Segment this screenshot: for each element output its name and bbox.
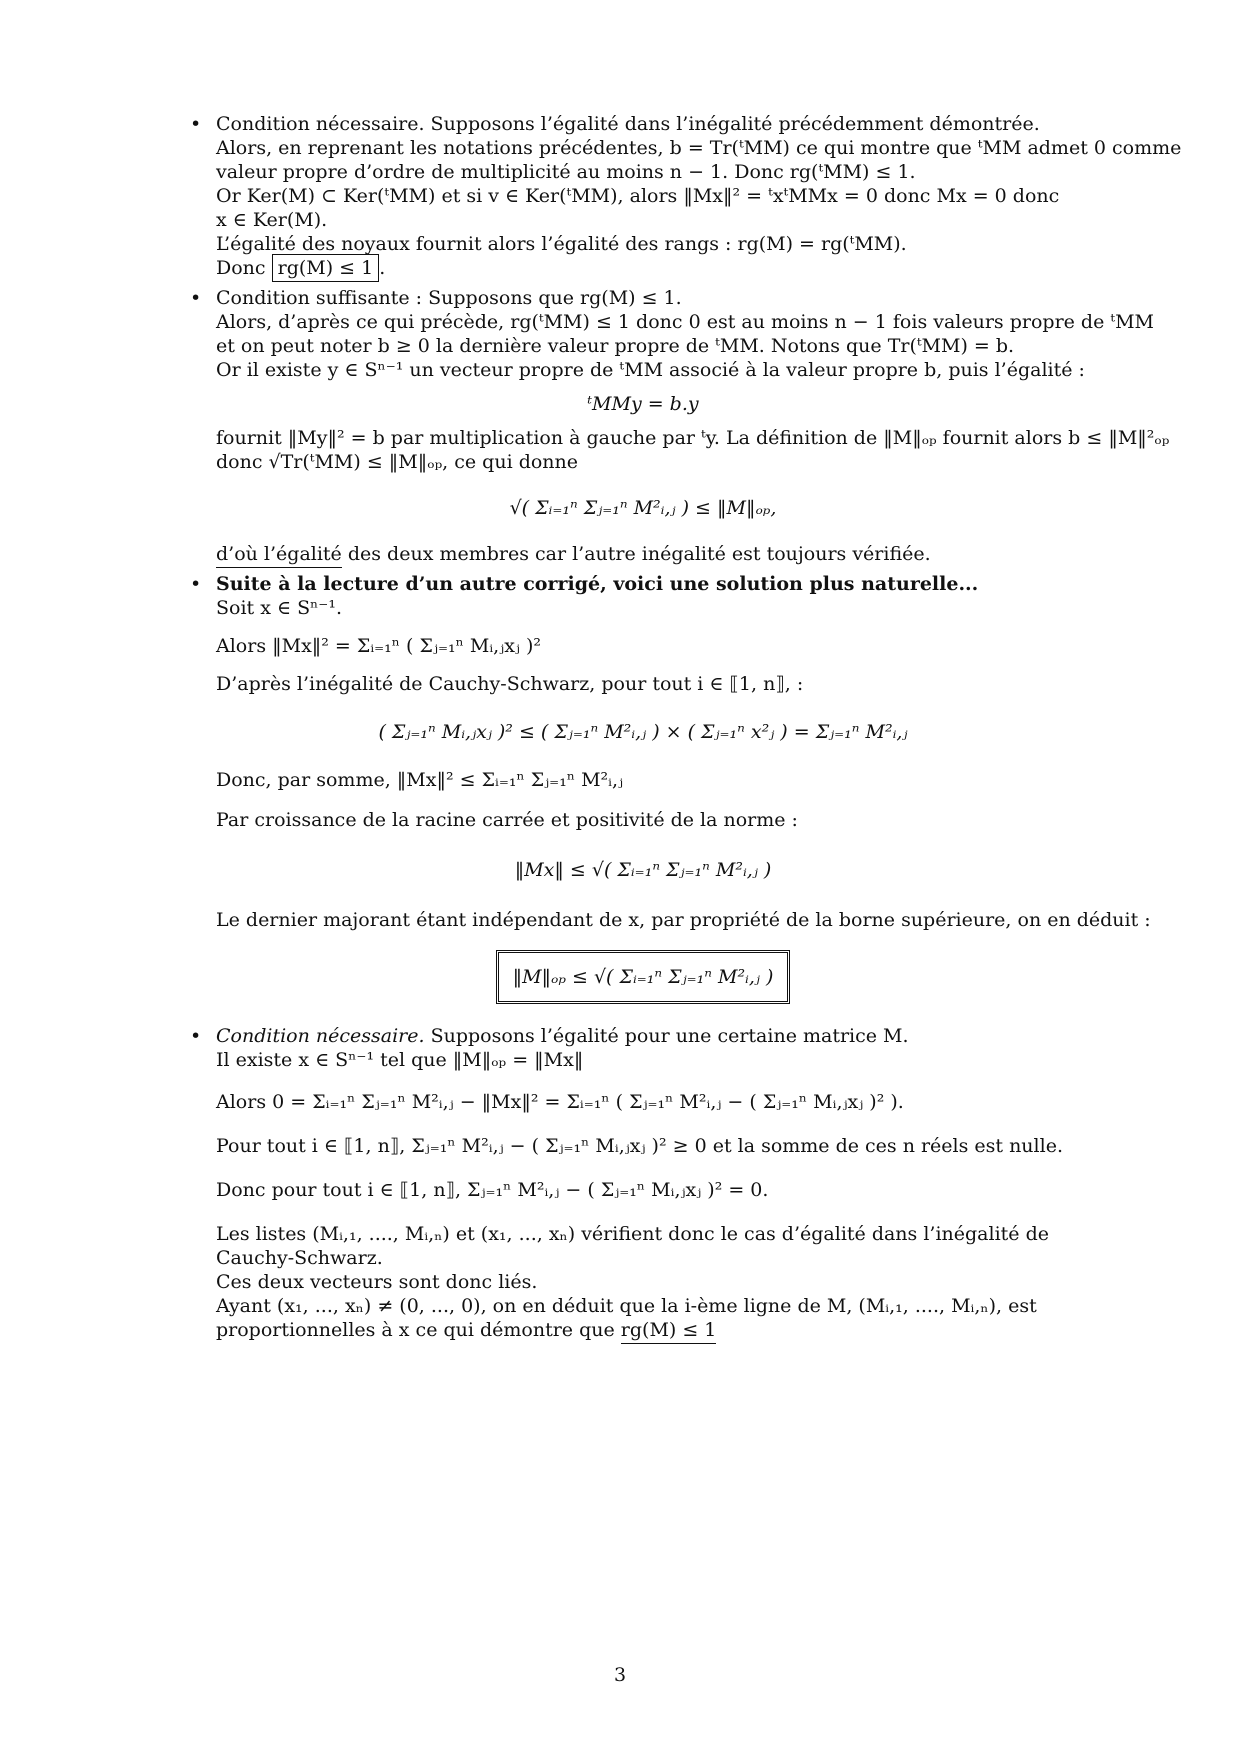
conclusion-prefix: Donc bbox=[216, 257, 266, 279]
equation-norm-root: ‖Mx‖ ≤ √( Σᵢ₌₁ⁿ Σⱼ₌₁ⁿ M²ᵢ,ⱼ ) bbox=[514, 859, 772, 881]
text-line: Alors, d’après ce qui précède, rg(ᵗMM) ≤ 1 donc 0 est au moins n − 1 fois valeurs propre de ᵗMM bbox=[216, 311, 1154, 333]
text-line: D’après l’inégalité de Cauchy-Schwarz, pour tout i ∈ ⟦1, n⟧, : bbox=[216, 673, 804, 695]
text-line: Alors, en reprenant les notations précédentes, b = Tr(ᵗMM) ce qui montre que ᵗMM admet 0 comme bbox=[216, 137, 1182, 159]
bullet-sufficient-condition bbox=[190, 286, 1170, 566]
closing-rest: des deux membres car l’autre inégalité est toujours vérifiée. bbox=[341, 543, 931, 565]
text-line: Condition nécessaire. Supposons l’égalité dans l’inégalité précédemment démontrée. bbox=[216, 113, 1040, 135]
boxed-final-inequality: ‖M‖ₒₚ ≤ √( Σᵢ₌₁ⁿ Σⱼ₌₁ⁿ M²ᵢ,ⱼ ) bbox=[496, 950, 791, 1004]
page-number: 3 bbox=[613, 1664, 627, 1686]
text-line: Or Ker(M) ⊂ Ker(ᵗMM) et si v ∈ Ker(ᵗMM), alors ‖Mx‖² = ᵗxᵗMMx = 0 donc Mx = 0 donc bbox=[216, 185, 1060, 207]
equation-sum: Donc, par somme, ‖Mx‖² ≤ Σᵢ₌₁ⁿ Σⱼ₌₁ⁿ M²ᵢ,ⱼ bbox=[216, 769, 624, 791]
conclusion-line bbox=[216, 256, 1070, 280]
heading-rest: Supposons l’égalité pour une certaine matrice M. bbox=[424, 1025, 909, 1047]
text-line: Il existe x ∈ Sⁿ⁻¹ tel que ‖M‖ₒₚ = ‖Mx‖ bbox=[216, 1049, 584, 1071]
section-heading bbox=[216, 1024, 1070, 1048]
bullet-icon: • bbox=[190, 1025, 202, 1047]
equation-norm-squared: Alors ‖Mx‖² = Σᵢ₌₁ⁿ ( Σⱼ₌₁ⁿ Mᵢ,ⱼxⱼ )² bbox=[216, 635, 542, 657]
boxed-equation-wrapper bbox=[216, 950, 1070, 1004]
equation-nonnegative: Pour tout i ∈ ⟦1, n⟧, Σⱼ₌₁ⁿ M²ᵢ,ⱼ − ( Σⱼ₌₁ⁿ Mᵢ,ⱼxⱼ )² ≥ 0 et la somme de ces n réels est nulle. bbox=[216, 1135, 1063, 1157]
text-line: Condition suffisante : Supposons que rg(M) ≤ 1. bbox=[216, 287, 682, 309]
equation-equal-zero: Donc pour tout i ∈ ⟦1, n⟧, Σⱼ₌₁ⁿ M²ᵢ,ⱼ − ( Σⱼ₌₁ⁿ Mᵢ,ⱼxⱼ )² = 0. bbox=[216, 1179, 769, 1201]
page-content bbox=[190, 112, 1182, 1348]
equation-cauchy-schwarz: ( Σⱼ₌₁ⁿ Mᵢ,ⱼxⱼ )² ≤ ( Σⱼ₌₁ⁿ M²ᵢ,ⱼ ) × ( Σⱼ₌₁ⁿ x²ⱼ ) = Σⱼ₌₁ⁿ M²ᵢ,ⱼ bbox=[378, 721, 908, 743]
text-line: Soit x ∈ Sⁿ⁻¹. bbox=[216, 597, 342, 619]
text-line: Par croissance de la racine carrée et positivité de la norme : bbox=[216, 809, 798, 831]
bullet-necessary-condition-1 bbox=[190, 112, 1182, 280]
final-text: Ayant (x₁, ..., xₙ) ≠ (0, ..., 0), on en déduit que la i-ème ligne de M, (Mᵢ,₁, ...., Mᵢ,ₙ), est proportionnelles à x ce qui démontre que bbox=[216, 1295, 1037, 1341]
text-line: Or il existe y ∈ Sⁿ⁻¹ un vecteur propre de ᵗMM associé à la valeur propre b, puis l’égalité : bbox=[216, 359, 1085, 381]
equation-zero-sum: Alors 0 = Σᵢ₌₁ⁿ Σⱼ₌₁ⁿ M²ᵢ,ⱼ − ‖Mx‖² = Σᵢ₌₁ⁿ ( Σⱼ₌₁ⁿ M²ᵢ,ⱼ − ( Σⱼ₌₁ⁿ Mᵢ,ⱼxⱼ )² ). bbox=[216, 1091, 904, 1113]
bullet-icon: • bbox=[190, 573, 202, 595]
text-line: donc √Tr(ᵗMM) ≤ ‖M‖ₒₚ, ce qui donne bbox=[216, 451, 579, 473]
text-line: valeur propre d’ordre de multiplicité au moins n − 1. Donc rg(ᵗMM) ≤ 1. bbox=[216, 161, 916, 183]
conclusion-suffix: . bbox=[379, 257, 386, 279]
text-line: L’égalité des noyaux fournit alors l’égalité des rangs : rg(M) = rg(ᵗMM). bbox=[216, 233, 907, 255]
text-line: Le dernier majorant étant indépendant de x, par propriété de la borne supérieure, on en déduit : bbox=[216, 909, 1151, 931]
italic-heading: Condition nécessaire. bbox=[216, 1025, 425, 1047]
underlined-text: d’où l’égalité bbox=[216, 543, 342, 568]
closing-line bbox=[216, 542, 1070, 566]
bullet-icon: • bbox=[190, 113, 202, 135]
text-paragraph: Les listes (Mᵢ,₁, ...., Mᵢ,ₙ) et (x₁, ..., xₙ) vérifient donc le cas d’égalité dans l’inégalité de Cauchy-Schwarz. bbox=[216, 1223, 1049, 1269]
boxed-result: rg(M) ≤ 1 bbox=[272, 254, 380, 282]
bullet-icon: • bbox=[190, 287, 202, 309]
final-paragraph bbox=[216, 1294, 1070, 1342]
underlined-conclusion: rg(M) ≤ 1 bbox=[621, 1319, 717, 1344]
equation-root-sum: √( Σᵢ₌₁ⁿ Σⱼ₌₁ⁿ M²ᵢ,ⱼ ) ≤ ‖M‖ₒₚ, bbox=[509, 497, 777, 519]
bullet-necessary-condition-2 bbox=[190, 1024, 1070, 1342]
text-line: Ces deux vecteurs sont donc liés. bbox=[216, 1271, 538, 1293]
text-line: et on peut noter b ≥ 0 la dernière valeur propre de ᵗMM. Notons que Tr(ᵗMM) = b. bbox=[216, 335, 1015, 357]
section-heading: Suite à la lecture d’un autre corrigé, voici une solution plus naturelle... bbox=[216, 573, 979, 595]
text-line: x ∈ Ker(M). bbox=[216, 209, 328, 231]
equation-eigen: ᵗMMy = b.y bbox=[587, 393, 699, 415]
text-line: fournit ‖My‖² = b par multiplication à gauche par ᵗy. La définition de ‖M‖ₒₚ fournit alors b ≤ ‖M‖²ₒₚ bbox=[216, 427, 1170, 449]
bullet-natural-solution bbox=[190, 572, 1151, 1004]
